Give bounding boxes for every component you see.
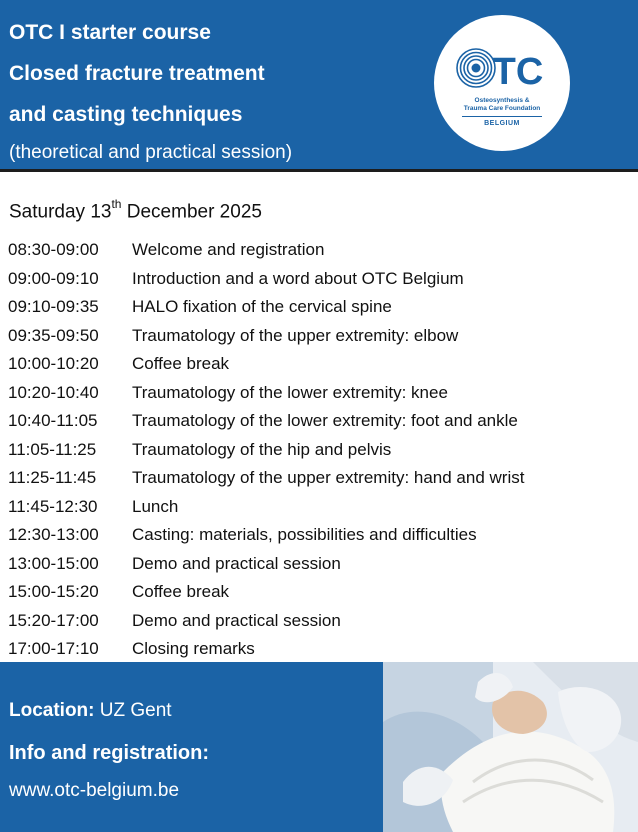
schedule-row	[8, 550, 628, 579]
schedule-row	[8, 236, 628, 265]
schedule-title: Traumatology of the upper extremity: hand and wrist	[132, 468, 525, 488]
schedule-time: 13:00-15:00	[8, 553, 99, 573]
schedule-title: Demo and practical session	[132, 553, 341, 573]
schedule-time: 09:35-09:50	[8, 325, 99, 345]
logo-country: BELGIUM	[484, 120, 520, 127]
casting-photo	[383, 662, 638, 832]
location	[9, 700, 172, 722]
schedule-time: 15:00-15:20	[8, 582, 99, 602]
schedule-row	[8, 350, 628, 379]
logo-wordmark: TC	[492, 51, 544, 93]
session-type: (theoretical and practical session)	[9, 142, 293, 163]
schedule-row	[8, 493, 628, 522]
otc-logo	[434, 15, 570, 151]
casting-photo-illustration	[383, 662, 638, 832]
footer-info-panel	[0, 662, 383, 832]
schedule-title: Coffee break	[132, 582, 230, 602]
schedule-list	[8, 236, 628, 664]
header-divider	[0, 169, 638, 172]
schedule-time: 11:45-12:30	[8, 496, 98, 516]
schedule-title: Demo and practical session	[132, 610, 341, 630]
schedule-row	[8, 578, 628, 607]
schedule-time: 10:20-10:40	[8, 382, 99, 402]
header-banner	[0, 0, 638, 169]
event-date: Saturday 13th December 2025	[9, 197, 262, 223]
schedule-time: 10:00-10:20	[8, 354, 99, 374]
schedule-title: Introduction and a word about OTC Belgium	[132, 268, 464, 288]
schedule-row	[8, 322, 628, 351]
logo-tagline: Osteosynthesis & Trauma Care Foundation	[463, 97, 541, 112]
schedule-title: Welcome and registration	[132, 240, 325, 260]
schedule-row	[8, 379, 628, 408]
schedule-title: Traumatology of the lower extremity: foot and ankle	[132, 411, 518, 431]
schedule-row	[8, 293, 628, 322]
schedule-time: 11:25-11:45	[8, 468, 97, 488]
schedule-title: Closing remarks	[132, 639, 255, 659]
schedule-title: Lunch	[132, 496, 179, 516]
logo-divider	[462, 116, 542, 117]
schedule-time: 12:30-13:00	[8, 525, 99, 545]
schedule-time: 08:30-09:00	[8, 240, 99, 260]
course-subtitle-line-1: Closed fracture treatment	[9, 62, 265, 85]
schedule-time: 09:10-09:35	[8, 297, 99, 317]
info-registration-label: Info and registration:	[9, 742, 209, 764]
schedule-row	[8, 464, 628, 493]
schedule-time: 09:00-09:10	[8, 268, 99, 288]
schedule-row	[8, 635, 628, 664]
schedule-title: Traumatology of the upper extremity: elbow	[132, 325, 459, 345]
schedule-title: Coffee break	[132, 354, 230, 374]
schedule-row	[8, 436, 628, 465]
course-subtitle-line-2: and casting techniques	[9, 103, 243, 126]
schedule-time: 17:00-17:10	[8, 639, 99, 659]
otc-logo-mark-icon	[454, 43, 550, 93]
schedule-title: HALO fixation of the cervical spine	[132, 297, 392, 317]
schedule-title: Traumatology of the lower extremity: knee	[132, 382, 448, 402]
schedule-row	[8, 265, 628, 294]
schedule-time: 10:40-11:05	[8, 411, 98, 431]
schedule-title: Traumatology of the hip and pelvis	[132, 439, 392, 459]
website-link[interactable]: www.otc-belgium.be	[9, 780, 180, 801]
schedule-row	[8, 521, 628, 550]
schedule-row	[8, 607, 628, 636]
schedule-row	[8, 407, 628, 436]
location-value: UZ Gent	[99, 700, 172, 721]
location-label: Location:	[9, 700, 95, 721]
schedule-time: 11:05-11:25	[8, 439, 97, 459]
schedule-title: Casting: materials, possibilities and difficulties	[132, 525, 477, 545]
course-title: OTC I starter course	[9, 21, 211, 44]
schedule-time: 15:20-17:00	[8, 610, 99, 630]
